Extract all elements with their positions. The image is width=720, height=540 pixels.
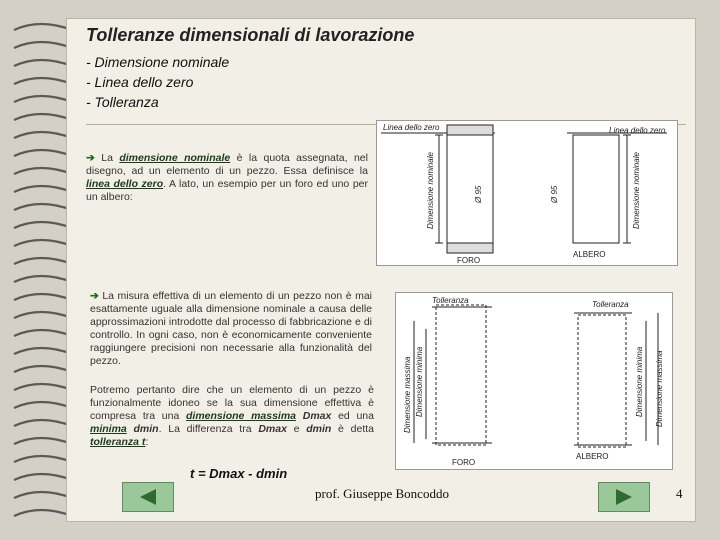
paragraph-effective-measure: ➔ La misura effettiva di un elemento di un pezzo non è mai esattamente uguale alla dimensione nominale a causa delle approssimazioni introdotte dal processo di fabbricazione e di controllo. In ogni caso, non è economicamente conveniente raggiungere precisioni non necessarie alla funzionalità del pezzo. xyxy=(90,290,372,367)
label-min-left: Dimensione minima xyxy=(415,346,424,417)
tolerance-drawing xyxy=(396,293,672,469)
arrow-right-icon: ➔ xyxy=(86,152,95,164)
bullet-item: - Dimensione nominale xyxy=(86,54,230,70)
triangle-right-icon xyxy=(612,487,636,507)
label-tol-right: Tolleranza xyxy=(592,300,629,309)
label-zero-right: Linea dello zero xyxy=(609,126,666,135)
dim-hole: Ø 95 xyxy=(474,185,483,203)
label-hole: FORO xyxy=(452,458,476,467)
next-slide-button[interactable] xyxy=(598,482,650,512)
tolerance-formula: t = Dmax - dmin xyxy=(190,466,288,481)
bullet-item: - Tolleranza xyxy=(86,94,159,110)
label-zero-left: Linea dello zero xyxy=(383,123,440,132)
triangle-left-icon xyxy=(136,487,160,507)
slide-title: Tolleranze dimensionali di lavorazione xyxy=(86,25,415,45)
prev-slide-button[interactable] xyxy=(122,482,174,512)
figure-tolerance xyxy=(395,292,673,470)
label-tol-left: Tolleranza xyxy=(432,296,469,305)
figure-nominal-dimension xyxy=(376,120,678,266)
paragraph-nominal: ➔ La dimensione nominale è la quota assegnata, nel disegno, ad un elemento di un pezzo. Essa definisce la linea dello zero. A lato, un esempio per un foro ed uno per un albero: xyxy=(86,152,368,203)
bullet-item: - Linea dello zero xyxy=(86,74,194,90)
author-name: prof. Giuseppe Boncoddo xyxy=(315,486,449,501)
paragraph-tolerance: Potremo pertanto dire che un elemento di un pezzo è funzionalmente idoneo se la sua dimensione effettiva è compresa tra una dimensione massima Dmax ed una minima dmin. La differenza tra Dmax e dmin è detta tolleranza t: xyxy=(90,384,374,448)
dim-shaft: Ø 95 xyxy=(550,185,559,203)
page-number: 4 xyxy=(676,486,683,501)
label-hole: FORO xyxy=(457,256,481,265)
bullet-list xyxy=(86,52,229,112)
nominal-dimension-drawing xyxy=(377,121,677,265)
label-shaft: ALBERO xyxy=(576,452,609,461)
label-min-right: Dimensione minima xyxy=(635,346,644,417)
label-max-right: Dimensione massima xyxy=(655,350,664,427)
label-nominal-right: Dimensione nominale xyxy=(632,152,641,229)
arrow-right-icon: ➔ xyxy=(90,290,99,302)
label-nominal-left: Dimensione nominale xyxy=(426,152,435,229)
label-max-left: Dimensione massima xyxy=(403,356,412,433)
label-shaft: ALBERO xyxy=(573,250,606,259)
